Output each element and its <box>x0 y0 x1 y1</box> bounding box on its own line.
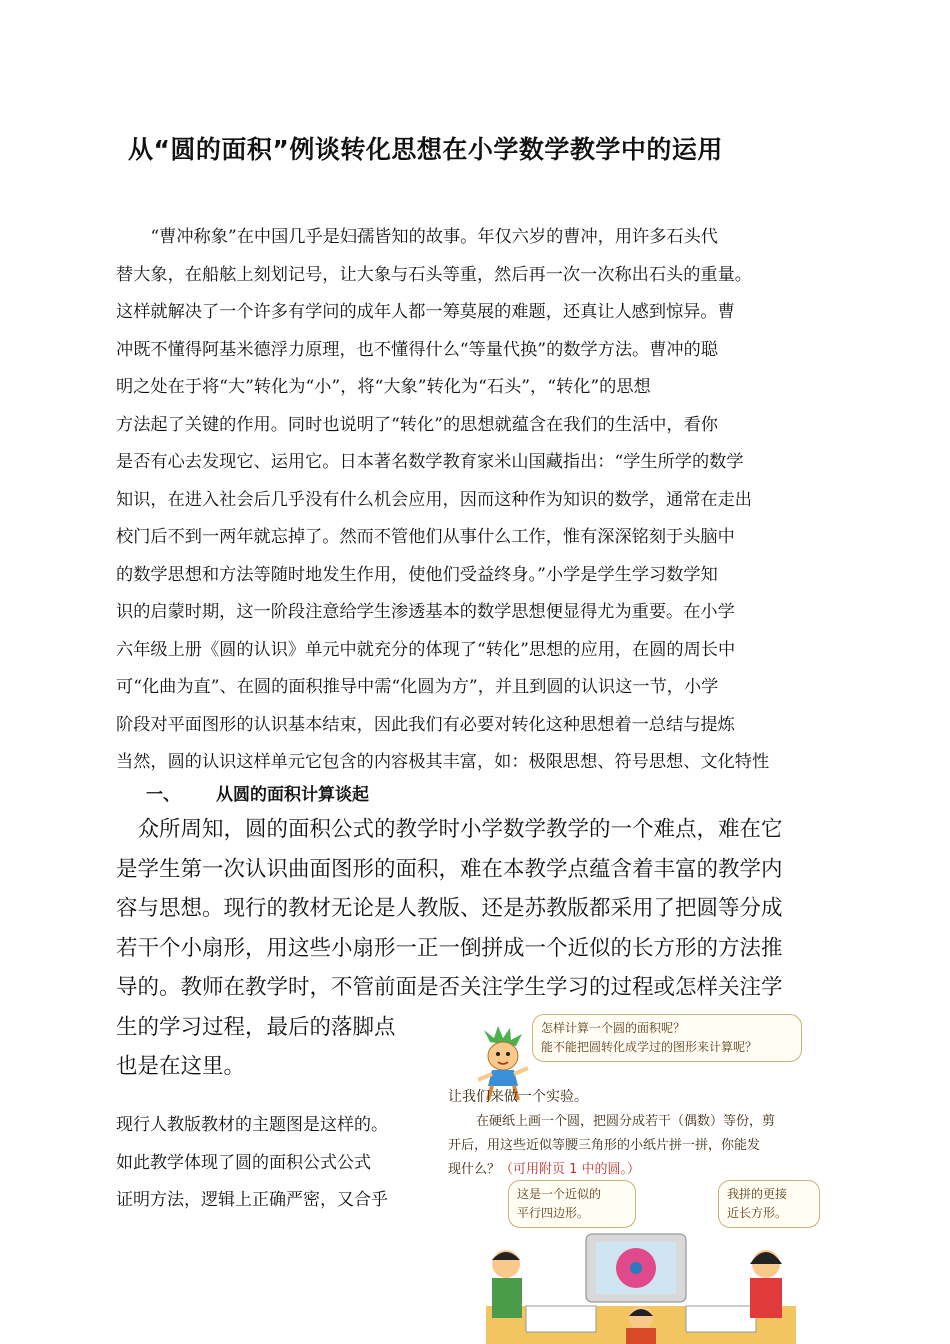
intro-paragraph <box>116 222 806 785</box>
figure-text: 现什么？（可用附页 1 中的圆。） <box>448 1162 641 1177</box>
paragraph-line: 冲既不懂得阿基米德浮力原理，也不懂得什么“等量代换”的数学方法。曹冲的聪 <box>116 339 718 360</box>
figure-text: 让我们来做一个实验。 <box>448 1089 588 1105</box>
speech-bubble-left: 这是一个近似的 平行四边形。 <box>508 1180 636 1228</box>
paragraph-line: 当然，圆的认识这样单元它包含的内容极其丰富，如：极限思想、符号思想、文化特性 <box>116 752 770 772</box>
paragraph-line: 方法起了关键的作用。同时也说明了“转化”的思想就蕴含在我们的生活中，看你 <box>116 414 718 435</box>
paragraph-line: 如此教学体现了圆的面积公式公式 <box>116 1152 371 1173</box>
paragraph-line: 识的启蒙时期，这一阶段注意给学生渗透基本的数学思想便显得尤为重要。在小学 <box>116 602 735 622</box>
paragraph-line: 的数学思想和方法等随时地发生作用，使他们受益终身。”小学是学生学习数学知 <box>116 564 718 585</box>
paragraph-line: 导的。教师在教学时，不管前面是否关注学生学习的过程或怎样关注学 <box>116 975 783 1000</box>
paragraph-line: 众所周知，圆的面积公式的教学时小学数学教学的一个难点，难在它 <box>116 817 783 842</box>
paragraph-line: 替大象，在船舷上刻划记号，让大象与石头等重，然后再一次一次称出石头的重量。 <box>116 264 752 285</box>
paragraph-line: 容与思想。现行的教材无论是人教版、还是苏教版都采用了把圆等分成 <box>116 896 783 921</box>
paragraph-line: 阶段对平面图形的认识基本结束，因此我们有必要对转化这种思想着一总结与提炼 <box>116 714 735 735</box>
paragraph-line: 生的学习过程，最后的落脚点 <box>116 1014 396 1040</box>
section-heading <box>146 780 369 805</box>
paragraph-line: 这样就解决了一个许多有学问的成年人都一筹莫展的难题，还真让人感到惊异。曹 <box>116 302 735 322</box>
side-paragraph <box>116 1110 446 1223</box>
section-number: 一、 <box>146 785 180 805</box>
paragraph-line: 也是在这里。 <box>116 1054 246 1079</box>
paragraph-line: 现行人教版教材的主题图是这样的。 <box>116 1115 388 1135</box>
figure-text: 开后，用这些近似等腰三角形的小纸片拼一拼，你能发 <box>448 1138 761 1153</box>
paragraph-line: 六年级上册《圆的认识》单元中就充分的体现了“转化”思想的应用，在圆的周长中 <box>116 639 736 660</box>
paragraph-line: 可“化曲为直”、在圆的面积推导中需“化圆为方”，并且到圆的认识这一节，小学 <box>116 677 719 697</box>
paragraph-line: 明之处在于将“大”转化为“小”，将“大象”转化为“石头”，“转化”的思想 <box>116 377 651 397</box>
section-title: 从圆的面积计算谈起 <box>216 785 369 805</box>
textbook-illustration <box>446 1010 816 1344</box>
speech-bubble-right: 我拼的更接 近长方形。 <box>718 1180 820 1228</box>
classroom-scene <box>466 1226 816 1344</box>
paragraph-line: 校门后不到一两年就忘掉了。然而不管他们从事什么工作，惟有深深铭刻于头脑中 <box>116 527 735 547</box>
paragraph-line: 是学生第一次认识曲面图形的面积，难在本教学点蕴含着丰富的教学内 <box>116 856 783 882</box>
paragraph-line: 知识，在进入社会后几乎没有什么机会应用，因而这种作为知识的数学，通常在走出 <box>116 489 752 510</box>
paragraph-line: 证明方法，逻辑上正确严密，又合乎 <box>116 1190 388 1210</box>
paragraph-line: 是否有心去发现它、运用它。日本著名数学教育家米山国藏指出：“学生所学的数学 <box>116 452 744 472</box>
paragraph-line: 若干个小扇形，用这些小扇形一正一倒拼成一个近似的长方形的方法推 <box>116 935 783 961</box>
speech-bubble-question: 怎样计算一个圆的面积呢？ 能不能把圆转化成学过的图形来计算呢？ <box>532 1014 802 1062</box>
figure-text: 在硬纸上画一个圆，把圆分成若干（偶数）等份，剪 <box>476 1114 776 1129</box>
page-title: 从“圆的面积”例谈转化思想在小学数学教学中的运用 <box>128 135 723 164</box>
paragraph-line: “曹冲称象”在中国几乎是妇孺皆知的故事。年仅六岁的曹冲，用许多石头代 <box>116 227 718 247</box>
